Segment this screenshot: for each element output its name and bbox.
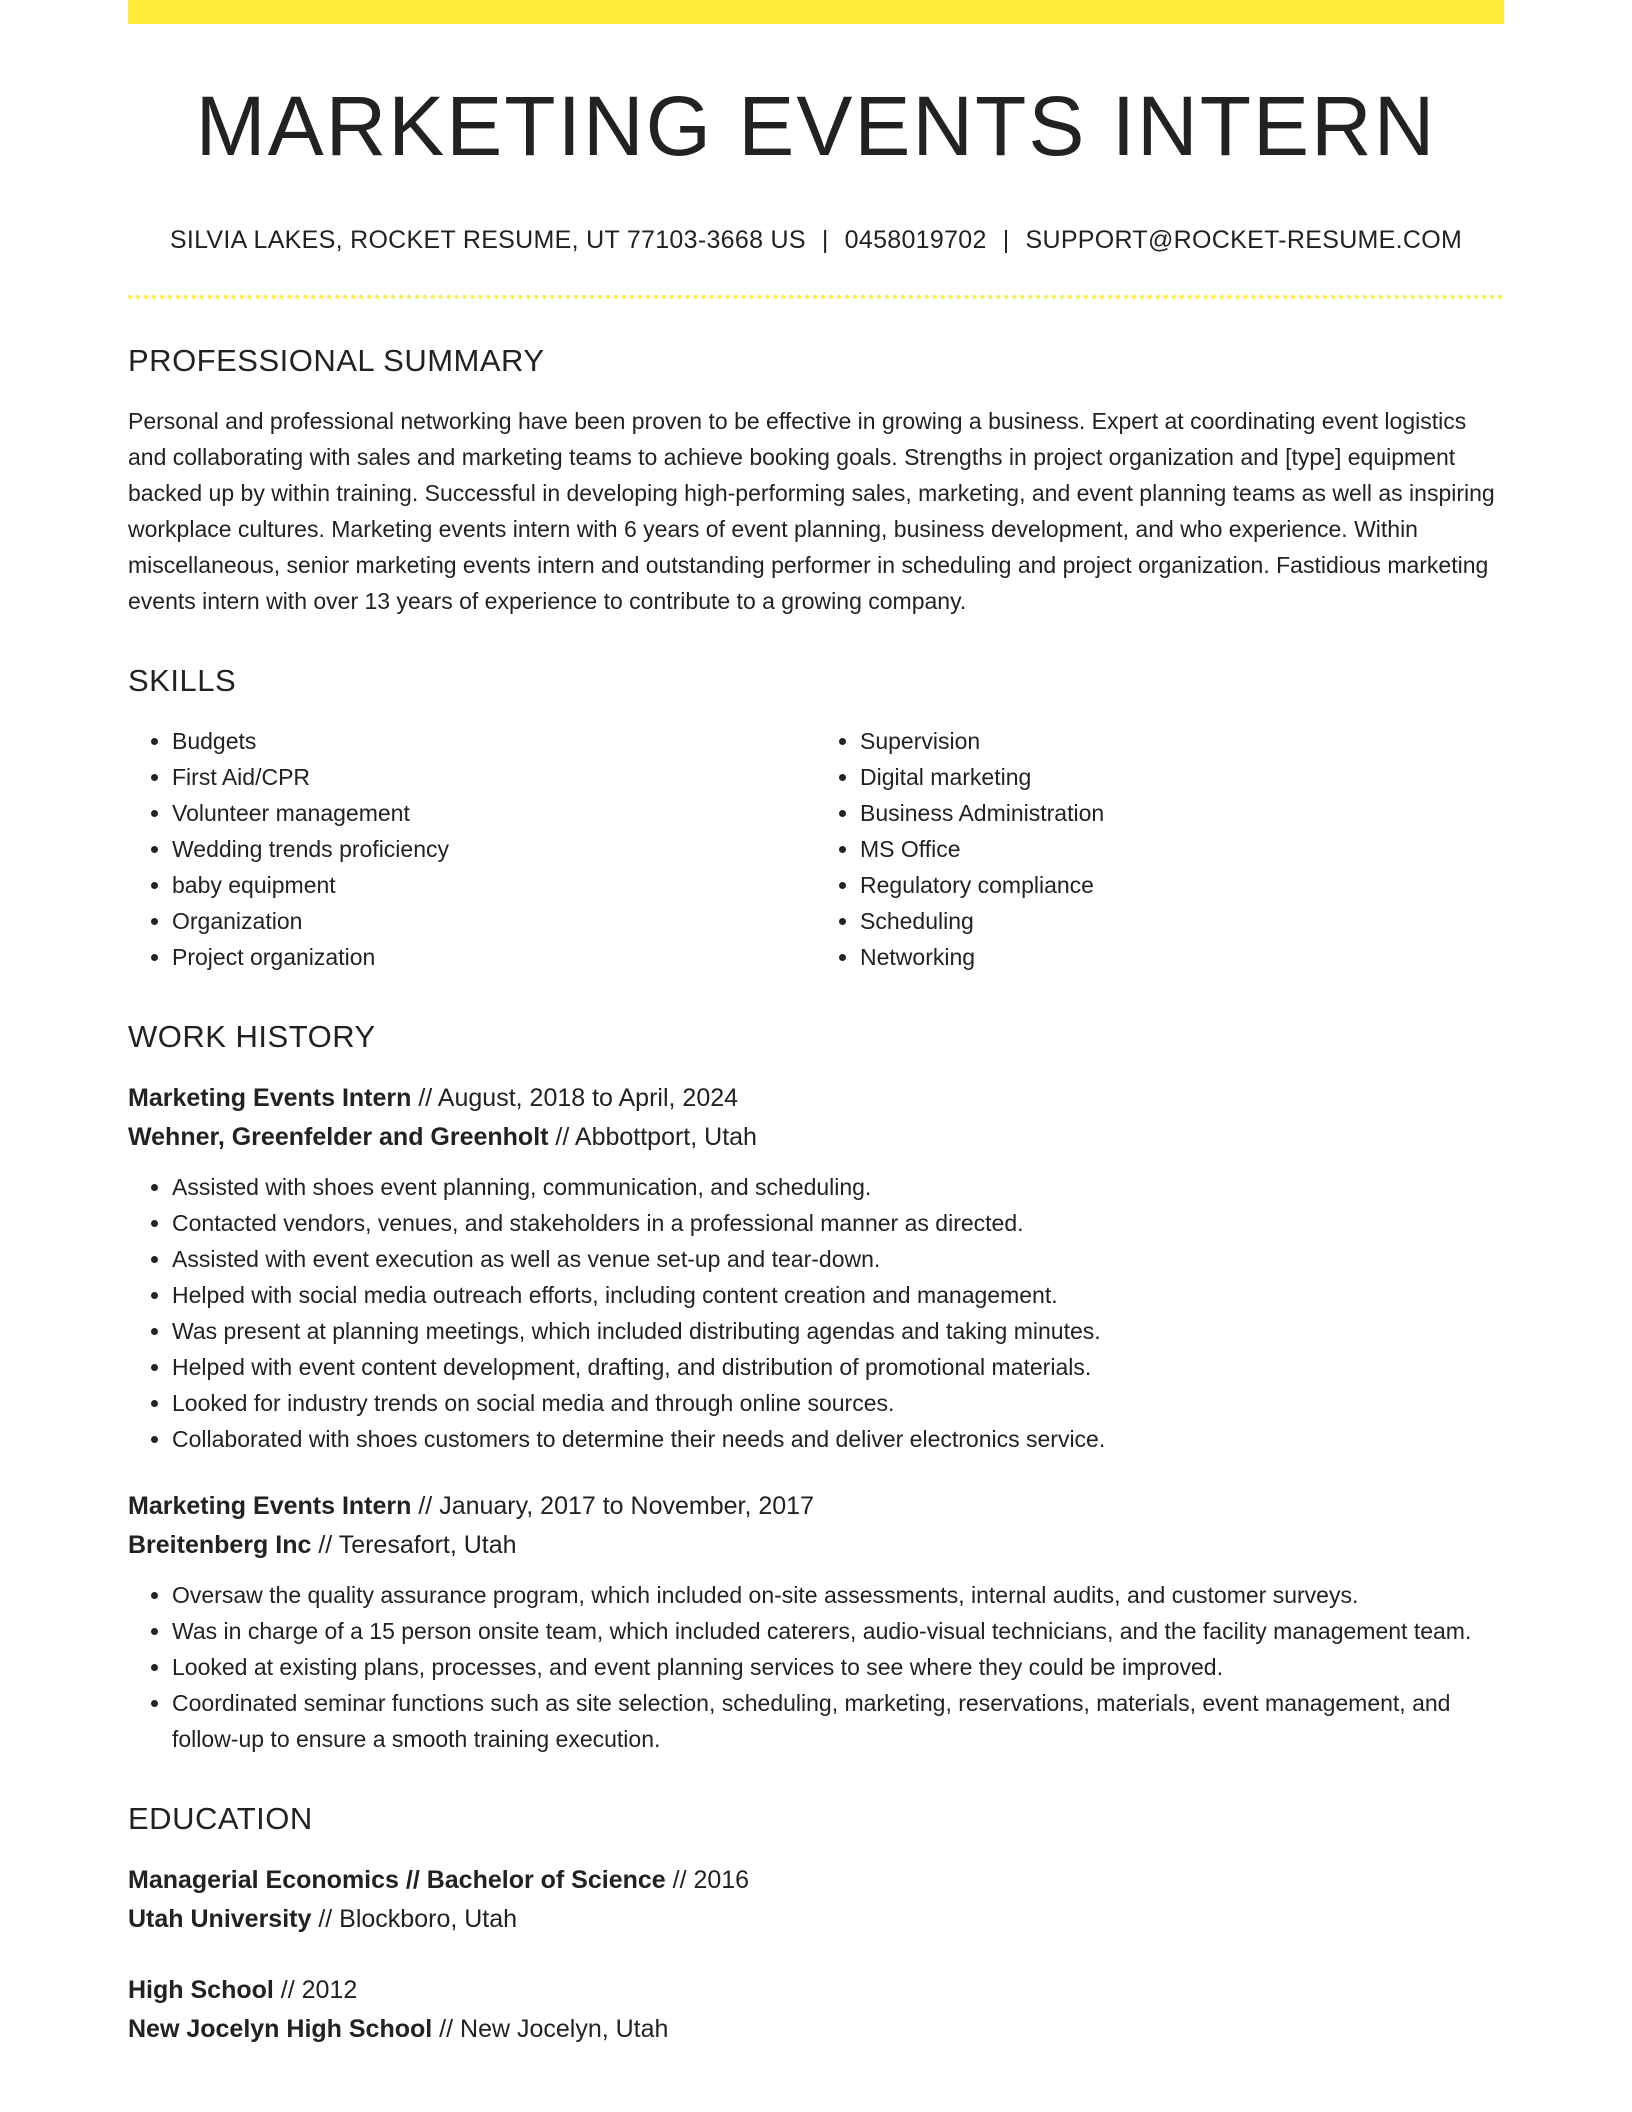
job-company: Breitenberg Inc [128, 1531, 312, 1559]
job-bullet: • Contacted vendors, venues, and stakeholders in a professional manner as directed. [172, 1205, 1504, 1241]
dotted-divider [128, 295, 1504, 299]
education-entry [128, 1971, 1504, 2049]
contact-address: SILVIA LAKES, ROCKET RESUME, UT 77103-3668 US [169, 226, 806, 254]
education-heading: EDUCATION [128, 1801, 313, 1836]
job-dates: // August, 2018 to April, 2024 [411, 1084, 739, 1112]
education-school: Utah University [128, 1905, 312, 1933]
skill-item: • Networking [860, 939, 1504, 975]
job-location: // Abbottport, Utah [548, 1123, 757, 1151]
skill-item: • Regulatory compliance [860, 867, 1504, 903]
education-school-line [128, 1900, 1504, 1939]
education-location: // Blockboro, Utah [311, 1905, 518, 1933]
skill-item: • Organization [172, 903, 816, 939]
job-company-line [128, 1118, 1504, 1157]
contact-email: SUPPORT@ROCKET-RESUME.COM [1025, 226, 1463, 254]
education-year: // 2016 [665, 1866, 750, 1894]
education-degree-line [128, 1861, 1504, 1900]
job-bullet: • Assisted with event execution as well as venue set-up and tear-down. [172, 1241, 1504, 1277]
contact-separator: | [1002, 226, 1010, 254]
job-bullets [128, 1169, 1504, 1457]
job-bullet: • Helped with social media outreach efforts, including content creation and management. [172, 1277, 1504, 1313]
contact-line [128, 226, 1504, 255]
job-title-line [128, 1079, 1504, 1118]
job-location: // Teresafort, Utah [311, 1531, 517, 1559]
job-title: Marketing Events Intern [128, 1084, 412, 1112]
skill-item: • Wedding trends proficiency [172, 831, 816, 867]
job-bullet: • Was in charge of a 15 person onsite team, which included caterers, audio-visual technicians, and the facility management team. [172, 1613, 1504, 1649]
skill-item: • Budgets [172, 723, 816, 759]
skill-item: • MS Office [860, 831, 1504, 867]
skill-item: • baby equipment [172, 867, 816, 903]
contact-phone: 0458019702 [844, 226, 987, 254]
job-bullet: • Assisted with shoes event planning, communication, and scheduling. [172, 1169, 1504, 1205]
skills-left-list [128, 723, 816, 975]
job-bullet: • Collaborated with shoes customers to determine their needs and deliver electronics service. [172, 1421, 1504, 1457]
skill-item: • First Aid/CPR [172, 759, 816, 795]
education-entry [128, 1861, 1504, 1939]
education-year: // 2012 [273, 1976, 358, 2004]
skill-item: • Supervision [860, 723, 1504, 759]
education-degree: Managerial Economics // Bachelor of Science [128, 1866, 666, 1894]
skills-right-list [816, 723, 1504, 975]
contact-separator: | [821, 226, 829, 254]
skill-item: • Digital marketing [860, 759, 1504, 795]
work-history-heading: WORK HISTORY [128, 1019, 376, 1054]
summary-heading: PROFESSIONAL SUMMARY [128, 343, 545, 378]
job-title: Marketing Events Intern [128, 1492, 412, 1520]
education-location: // New Jocelyn, Utah [432, 2015, 669, 2043]
skill-item: • Scheduling [860, 903, 1504, 939]
accent-top-bar [128, 0, 1504, 24]
skills-heading: SKILLS [128, 663, 237, 698]
job-entry [128, 1487, 1504, 1757]
education-school-line [128, 2010, 1504, 2049]
job-bullets [128, 1577, 1504, 1757]
job-entry [128, 1079, 1504, 1457]
resume-title: MARKETING EVENTS INTERN [195, 79, 1437, 173]
education-school: New Jocelyn High School [128, 2015, 433, 2043]
skills-columns [128, 723, 1504, 975]
resume-page [128, 0, 1504, 2049]
job-company: Wehner, Greenfelder and Greenholt [128, 1123, 549, 1151]
education-degree: High School [128, 1976, 274, 2004]
skill-item: • Volunteer management [172, 795, 816, 831]
job-bullet: • Was present at planning meetings, which included distributing agendas and taking minutes. [172, 1313, 1504, 1349]
job-bullet: • Oversaw the quality assurance program, which included on-site assessments, internal audits, and customer surveys. [172, 1577, 1504, 1613]
education-degree-line [128, 1971, 1504, 2010]
summary-text: Personal and professional networking have been proven to be effective in growing a business. Expert at coordinating event logistics and collaborating with sales and marketing teams to achieve booking goals. Strengths in project organization and [type] equipment backed up by within training. Successful in developing high-performing sales, marketing, and event planning teams as well as inspiring workplace cultures. Marketing events intern with 6 years of event planning, business development, and who experience. Within miscellaneous, senior marketing events intern and outstanding performer in scheduling and project organization. Fastidious marketing events intern with over 13 years of experience to contribute to a growing company. [128, 408, 1495, 614]
job-company-line [128, 1526, 1504, 1565]
skill-item: • Business Administration [860, 795, 1504, 831]
job-bullet: • Looked at existing plans, processes, and event planning services to see where they could be improved. [172, 1649, 1504, 1685]
job-bullet: • Looked for industry trends on social media and through online sources. [172, 1385, 1504, 1421]
job-bullet: • Helped with event content development, drafting, and distribution of promotional materials. [172, 1349, 1504, 1385]
skill-item: • Project organization [172, 939, 816, 975]
job-dates: // January, 2017 to November, 2017 [411, 1492, 814, 1520]
job-title-line [128, 1487, 1504, 1526]
job-bullet: • Coordinated seminar functions such as site selection, scheduling, marketing, reservations, materials, event management, and follow-up to ensure a smooth training execution. [172, 1685, 1504, 1757]
